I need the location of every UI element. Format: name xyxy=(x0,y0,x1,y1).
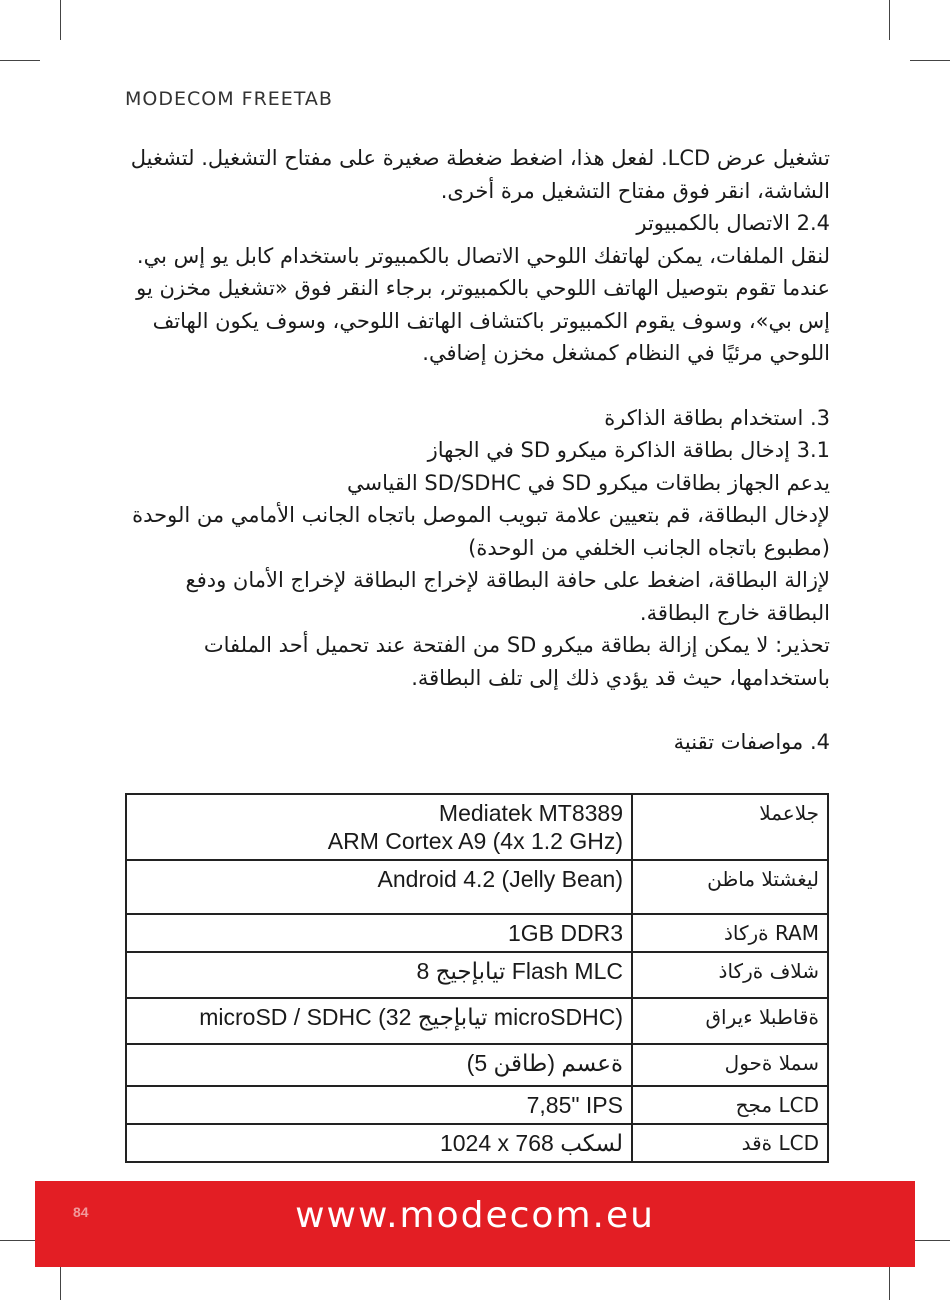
page-header-title: MODECOM FREETAB xyxy=(125,88,333,110)
table-row xyxy=(126,860,828,914)
crop-mark xyxy=(60,1262,61,1300)
spec-label: ليغشتلا ماظن xyxy=(632,860,828,914)
spec-label: ةقاطبلا ءيراق xyxy=(632,998,828,1044)
crop-mark xyxy=(60,0,61,40)
spec-value: 1024 x 768 لسكب xyxy=(126,1124,632,1162)
spec-label: LCD ةقد xyxy=(632,1124,828,1162)
spec-label: سملا ةحول xyxy=(632,1044,828,1086)
spec-value-line: Mediatek MT8389 xyxy=(438,800,623,826)
spec-value: 7,85" IPS xyxy=(126,1086,632,1124)
paragraph-insert-card: لإدخال البطاقة، قم بتعيين علامة تبويب الموصل باتجاه الجانب الأمامي من الوحدة (مطبوع باتجاه الجانب الخلفي من الوحدة) xyxy=(132,503,830,560)
spec-value-line: ARM Cortex A9 (4x 1.2 GHz) xyxy=(327,828,623,854)
crop-mark xyxy=(889,1262,890,1300)
heading-3-1: 3.1 إدخال بطاقة الذاكرة ميكرو SD في الجهاز xyxy=(427,438,830,462)
heading-2-4: 2.4 الاتصال بالكمبيوتر xyxy=(636,211,830,235)
spec-label: LCD مجح xyxy=(632,1086,828,1124)
table-row xyxy=(126,998,828,1044)
spec-value: 8 تيابإجيج Flash MLC xyxy=(126,952,632,998)
spec-label: شلاف ةركاذ xyxy=(632,952,828,998)
spec-value: microSD / SDHC (32 تيابإجيج microSDHC) xyxy=(126,998,632,1044)
table-row xyxy=(126,952,828,998)
paragraph-remove-card: لإزالة البطاقة، اضغط على حافة البطاقة لإخراج البطاقة لإخراج الأمان ودفع البطاقة خارج البطاقة. xyxy=(185,568,830,625)
body-text xyxy=(125,142,830,759)
spec-value: 1GB DDR3 xyxy=(126,914,632,952)
crop-mark xyxy=(889,0,890,40)
spec-label: جلاعملا xyxy=(632,794,828,860)
spec-value: Android 4.2 (Jelly Bean) xyxy=(126,860,632,914)
spec-table xyxy=(125,793,829,1163)
paragraph-warning: تحذير: لا يمكن إزالة بطاقة ميكرو SD من الفتحة عند تحميل أحد الملفات باستخدامها، حيث قد يؤدي ذلك إلى تلف البطاقة. xyxy=(203,633,830,690)
paragraph-lcd-on: تشغيل عرض LCD. لفعل هذا، اضغط ضغطة صغيرة على مفتاح التشغيل. لتشغيل الشاشة، انقر فوق مفتاح التشغيل مرة أخرى. xyxy=(130,146,830,203)
paragraph-sd-support: يدعم الجهاز بطاقات ميكرو SD في SD/SDHC القياسي xyxy=(347,470,830,495)
table-row xyxy=(126,794,828,860)
heading-3: 3. استخدام بطاقة الذاكرة xyxy=(604,405,830,430)
crop-mark xyxy=(0,1240,40,1241)
table-row xyxy=(126,914,828,952)
footer-url-link[interactable]: www.modecom.eu xyxy=(295,1195,655,1236)
spec-value: (طاقن 5) ةعسم xyxy=(126,1044,632,1086)
page-number: 84 xyxy=(73,1204,89,1220)
spec-value xyxy=(126,794,632,860)
spec-label: RAM ةركاذ xyxy=(632,914,828,952)
table-row xyxy=(126,1044,828,1086)
footer-banner xyxy=(35,1181,915,1267)
table-row xyxy=(126,1086,828,1124)
crop-mark xyxy=(0,60,40,61)
table-row xyxy=(126,1124,828,1162)
crop-mark xyxy=(910,1240,950,1241)
heading-4: 4. مواصفات تقنية xyxy=(673,730,830,754)
paragraph-computer-connection: لنقل الملفات، يمكن لهاتفك اللوحي الاتصال بالكمبيوتر باستخدام كابل يو إس بي. عندما تقوم بتوصيل الهاتف اللوحي بالكمبيوتر، برجاء النقر فوق «تشغيل مخزن يو إس بي»، وسوف يقوم الكمبيوتر باكتشاف الهاتف اللوحي، وسوف يكون الهاتف اللوحي مرئيًا في النظام كمشغل مخزن إضافي. xyxy=(136,243,830,365)
crop-mark xyxy=(910,60,950,61)
